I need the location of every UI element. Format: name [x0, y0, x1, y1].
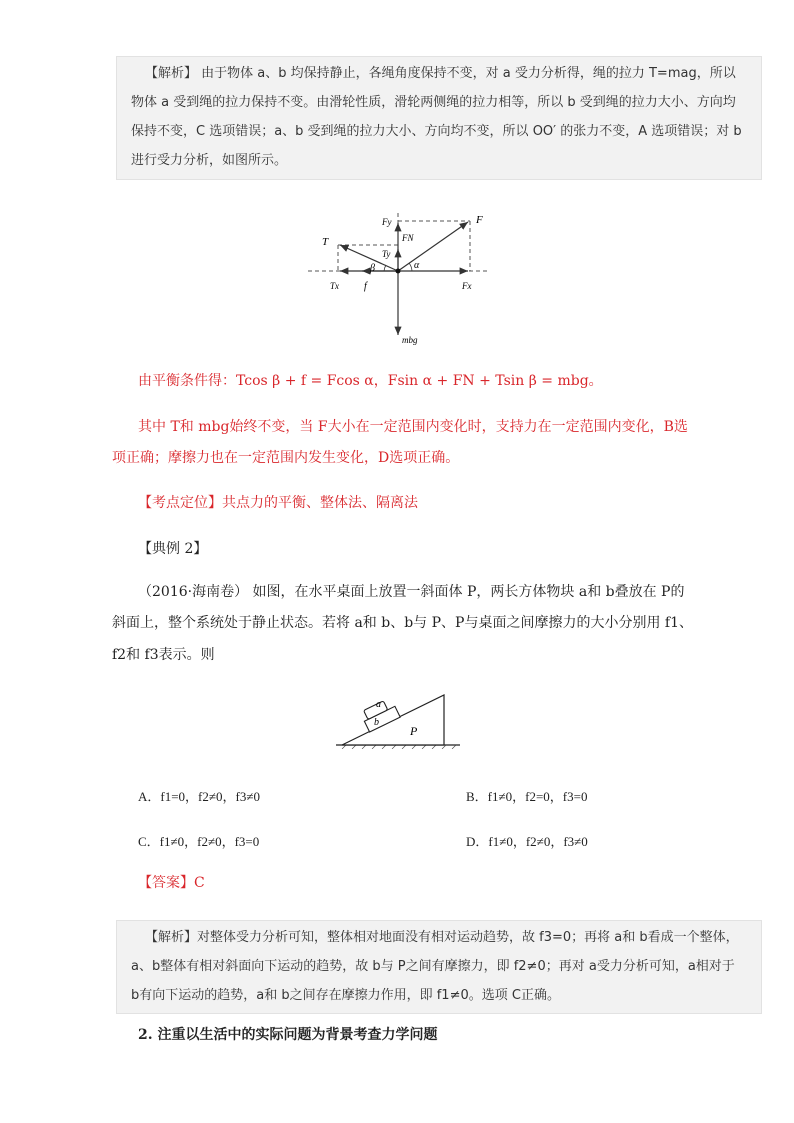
- option-B: B．f1≠0，f2=0，f3=0: [466, 789, 588, 804]
- analysis1-line-1: 【解析】 由于物体 a、b 均保持静止，各绳角度保持不变，对 a 受力分析得，绳的拉力 T=mag，所以: [145, 66, 736, 81]
- equilibrium-equation: 由平衡条件得：Tcos β + f = Fcos α，Fsin α + FN + Tsin β = mbg。: [138, 373, 603, 389]
- label-a: a: [376, 699, 381, 710]
- conclusion-line-2: 项正确；摩擦力也在一定范围内发生变化，D选项正确。: [112, 450, 460, 466]
- option-C: C．f1≠0，f2≠0，f3=0: [138, 834, 260, 849]
- incline-diagram: [334, 683, 464, 749]
- question-line-1: （2016·海南卷） 如图，在水平桌面上放置一斜面体 P，两长方体物块 a和 b叠放在 P的: [138, 584, 685, 600]
- label-Fx: Fx: [462, 281, 472, 291]
- label-Ty: Ty: [382, 249, 391, 259]
- label-P: P: [410, 724, 418, 738]
- analysis2-line-3: b有向下运动的趋势，a和 b之间存在摩擦力作用，即 f1≠0。选项 C正确。: [131, 988, 560, 1003]
- label-FN: FN: [402, 233, 414, 243]
- analysis1-line-4: 进行受力分析，如图所示。: [131, 153, 288, 168]
- label-beta: β: [370, 263, 375, 274]
- label-Fy: Fy: [382, 217, 392, 227]
- analysis-box-2: [116, 920, 762, 1014]
- section-heading: 2. 注重以生活中的实际问题为背景考查力学问题: [138, 1027, 438, 1043]
- answer: 【答案】C: [138, 875, 205, 891]
- conclusion-line-1: 其中 T和 mbg始终不变，当 F大小在一定范围内变化时，支持力在一定范围内变化，B选: [138, 419, 688, 435]
- question-line-3: f2和 f3表示。则: [112, 647, 215, 663]
- label-alpha: α: [414, 260, 420, 271]
- analysis2-line-2: a、b整体有相对斜面向下运动的趋势，故 b与 P之间有摩擦力，即 f2≠0；再对 a受力分析可知，a相对于: [131, 959, 735, 974]
- label-f: f: [364, 281, 367, 292]
- analysis2-line-1: 【解析】对整体受力分析可知，整体相对地面没有相对运动趋势，故 f3=0；再将 a和 b看成一个整体，: [145, 930, 739, 945]
- key-point: 【考点定位】共点力的平衡、整体法、隔离法: [138, 495, 418, 511]
- analysis1-line-2: 物体 a 受到绳的拉力保持不变。由滑轮性质，滑轮两侧绳的拉力相等，所以 b 受到绳的拉力大小、方向均: [131, 95, 736, 110]
- analysis-box-1: [116, 56, 762, 180]
- label-b: b: [374, 717, 379, 728]
- label-F: F: [476, 214, 483, 226]
- force-diagram: [300, 205, 500, 355]
- option-A: A．f1=0，f2≠0，f3≠0: [138, 789, 260, 804]
- label-mbg: mbg: [402, 335, 418, 345]
- example-title: 【典例 2】: [138, 541, 208, 557]
- question-line-2: 斜面上，整个系统处于静止状态。若将 a和 b、b与 P、P与桌面之间摩擦力的大小分别用 f1、: [112, 615, 693, 631]
- label-T: T: [322, 236, 329, 248]
- option-D: D．f1≠0，f2≠0，f3≠0: [466, 834, 588, 849]
- force-F-arrow: [398, 222, 468, 271]
- origin-dot: [396, 269, 401, 274]
- analysis1-line-3: 保持不变，C 选项错误；a、b 受到绳的拉力大小、方向均不变，所以 OO′ 的张力不变，A 选项错误；对 b: [131, 124, 742, 139]
- label-Tx: Tx: [330, 281, 339, 291]
